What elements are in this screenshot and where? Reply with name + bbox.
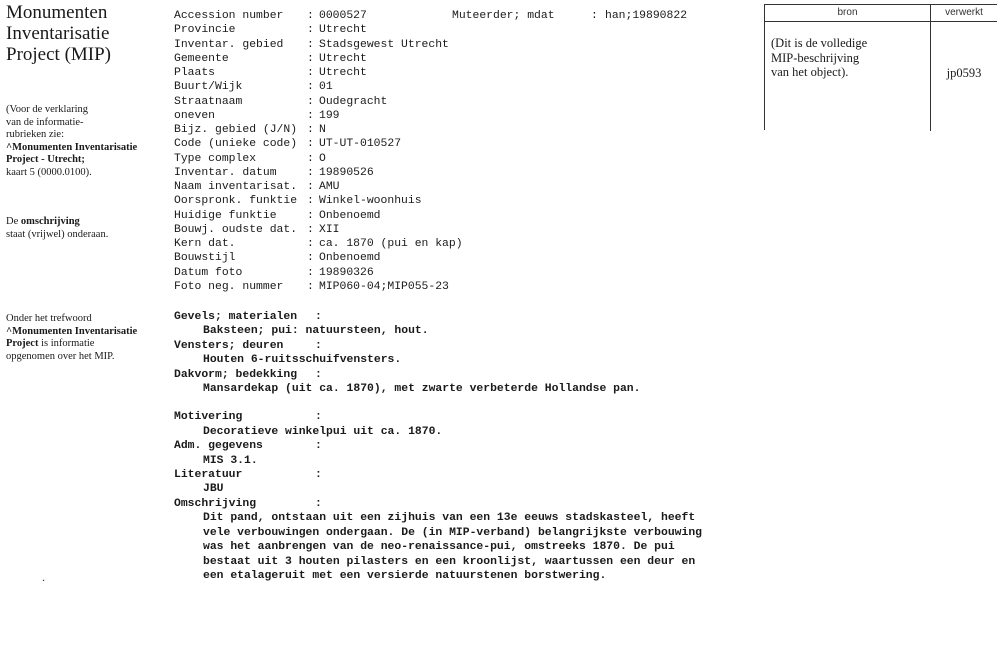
field-label: Straatnaam (174, 95, 243, 108)
section-colon: : (315, 339, 322, 352)
field-label: oneven (174, 109, 216, 122)
field-label: Inventar. gebied (174, 38, 284, 51)
bron-header: bron (765, 5, 931, 21)
field-colon: : (307, 124, 314, 136)
section-colon: : (315, 440, 322, 453)
field-colon: : (307, 24, 314, 37)
note-line: van de informatie- (6, 116, 84, 128)
section-label: Omschrijving (174, 497, 257, 510)
field-label: Type complex (174, 152, 257, 165)
section-heading (174, 310, 774, 324)
bron-cell (765, 22, 931, 131)
field-colon: : (307, 138, 314, 151)
field-row (174, 280, 463, 294)
field-value: 19890526 (319, 166, 374, 179)
field-label: Huidige funktie (174, 209, 277, 222)
field-row (174, 223, 463, 237)
field-colon: : (307, 95, 314, 108)
field-value: XII (319, 223, 340, 236)
field-row (174, 23, 463, 37)
section-colon: : (315, 368, 322, 381)
field-value: Oudegracht (319, 95, 388, 108)
field-row (174, 166, 463, 180)
section-heading (174, 439, 774, 453)
source-table (764, 4, 997, 130)
field-row (174, 109, 463, 123)
field-colon: : (307, 109, 314, 122)
field-row (174, 251, 463, 265)
note-line: Onder het trefwoord (6, 313, 92, 324)
field-label: Bouwstijl (174, 252, 236, 265)
field-colon: : (307, 67, 314, 79)
field-row (174, 66, 463, 80)
field-row (174, 194, 463, 208)
field-label: Code (unieke code) (174, 138, 298, 151)
field-row (174, 9, 463, 23)
field-value: Winkel-woonhuis (319, 195, 422, 208)
field-value: 19890326 (319, 266, 374, 279)
field-colon: : (591, 10, 598, 22)
description-sections (174, 310, 774, 583)
field-label: Naam inventarisat. (174, 181, 298, 193)
field-colon: : (307, 10, 314, 22)
field-row (174, 180, 463, 194)
field-label: Accession number (174, 10, 284, 22)
record-fields (174, 9, 463, 294)
field-colon: : (307, 181, 314, 193)
source-table-header (765, 5, 997, 22)
field-value: Utrecht (319, 67, 367, 79)
field-label: Gemeente (174, 52, 229, 65)
field-colon: : (307, 266, 314, 279)
field-row (174, 152, 463, 166)
note-text-bold: Project (6, 338, 39, 349)
section-text: Dit pand, ontstaan uit een zijhuis van een 13e eeuws stadskasteel, heeft (203, 512, 696, 525)
field-row (174, 38, 463, 52)
section-heading (174, 339, 774, 353)
section-label: Gevels; materialen (174, 311, 298, 323)
field-value: 199 (319, 109, 340, 122)
title-line: Monumenten (6, 2, 108, 23)
note-line: kaart 5 (0000.0100). (6, 166, 92, 178)
field-value: N (319, 124, 326, 136)
bron-line: van het object). (771, 65, 849, 79)
field-colon: : (307, 152, 314, 165)
verwerkt-header: verwerkt (945, 7, 983, 18)
section-text: Baksteen; pui: natuursteen, hout. (203, 325, 429, 338)
note-line-bold: ^Monumenten Inventarisatie (6, 325, 138, 337)
field-value: han;19890822 (605, 10, 688, 22)
field-label: Bouwj. oudste dat. (174, 223, 298, 236)
section-label: Dakvorm; bedekking (174, 368, 298, 381)
field-value: ca. 1870 (pui en kap) (319, 238, 463, 250)
section-colon: : (315, 469, 322, 482)
field-label: Plaats (174, 67, 216, 79)
mutator-field (452, 9, 687, 23)
field-row (174, 209, 463, 223)
field-colon: : (307, 81, 314, 94)
field-row (174, 237, 463, 251)
section-heading (174, 468, 774, 482)
section-heading (174, 368, 774, 382)
section-label: Adm. gegevens (174, 440, 263, 453)
verwerkt-cell: jp0593 (946, 66, 982, 80)
field-colon: : (307, 52, 314, 65)
field-row (174, 123, 463, 137)
field-value: AMU (319, 181, 340, 193)
note-line: (Voor de verklaring (6, 104, 89, 115)
field-row (174, 266, 463, 280)
section-text: vele verbouwingen ondergaan. De (in MIP-verband) belangrijkste verbouwing (203, 526, 702, 539)
source-table-body (765, 22, 997, 131)
stray-dot: . (42, 570, 45, 584)
section-heading (174, 410, 774, 424)
title-line: Inventarisatie (6, 23, 110, 44)
section-gap (174, 396, 774, 410)
section-text: MIS 3.1. (203, 454, 258, 467)
section-text: was het aanbrengen van de neo-renaissance-pui, omstreeks 1870. De pui (203, 541, 675, 554)
note-line: opgenomen over het MIP. (6, 350, 115, 362)
section-text: bestaat uit 3 houten pilasters en een kroonlijst, waartussen een deur en (203, 555, 696, 568)
section-text: Decoratieve winkelpui uit ca. 1870. (203, 425, 443, 438)
field-value: Utrecht (319, 52, 367, 65)
field-label: Oorspronk. funktie (174, 195, 298, 208)
note-text: De (6, 216, 21, 227)
field-colon: : (307, 195, 314, 208)
field-row (174, 80, 463, 94)
field-label: Foto neg. nummer (174, 280, 284, 293)
field-value: MIP060-04;MIP055-23 (319, 280, 449, 293)
note-line: rubrieken zie: (6, 129, 65, 140)
section-text: Mansardekap (uit ca. 1870), met zwarte verbeterde Hollandse pan. (203, 383, 641, 396)
field-label: Buurt/Wijk (174, 81, 243, 94)
section-text: JBU (203, 483, 224, 496)
section-text: een etalageruit met een versierde natuurstenen borstwering. (203, 569, 607, 582)
field-colon: : (307, 38, 314, 51)
field-value: O (319, 152, 326, 165)
field-label: Bijz. gebied (J/N) (174, 124, 298, 136)
field-value: UT-UT-010527 (319, 138, 402, 151)
field-label: Muteerder; mdat (452, 10, 555, 22)
field-colon: : (307, 280, 314, 293)
section-colon: : (315, 311, 322, 323)
field-label: Datum foto (174, 266, 243, 279)
field-row (174, 52, 463, 66)
note-omschrijving (6, 216, 166, 241)
field-value: Onbenoemd (319, 209, 381, 222)
section-label: Motivering (174, 411, 243, 424)
field-value: Utrecht (319, 24, 367, 37)
field-label: Provincie (174, 24, 236, 37)
field-colon: : (307, 238, 314, 250)
title-line: Project (MIP) (6, 44, 112, 65)
note-text: is informatie (38, 338, 95, 349)
field-label: Kern dat. (174, 238, 236, 250)
note-line-bold: ^Monumenten Inventarisatie (6, 141, 138, 153)
bron-line: (Dit is de volledige (771, 36, 868, 50)
note-verklaring (6, 104, 166, 179)
section-label: Literatuur (174, 469, 243, 482)
section-label: Vensters; deuren (174, 339, 284, 352)
section-colon: : (315, 497, 322, 510)
field-value: 01 (319, 81, 333, 94)
field-colon: : (307, 252, 314, 265)
field-value: 0000527 (319, 10, 367, 22)
note-line-bold: Project - Utrecht; (6, 154, 85, 165)
note-trefwoord (6, 313, 166, 363)
section-colon: : (315, 411, 322, 424)
section-text: Houten 6-ruitsschuifvensters. (203, 354, 402, 367)
document-title (6, 2, 156, 65)
note-line: staat (vrijwel) onderaan. (6, 228, 109, 240)
field-colon: : (307, 209, 314, 222)
field-colon: : (307, 166, 314, 179)
field-value: Stadsgewest Utrecht (319, 38, 449, 51)
field-row (174, 95, 463, 109)
note-text-bold: omschrijving (20, 216, 80, 227)
bron-line: MIP-beschrijving (771, 50, 860, 65)
field-value: Onbenoemd (319, 252, 381, 265)
field-row (174, 137, 463, 151)
section-heading (174, 497, 774, 511)
field-colon: : (307, 223, 314, 236)
field-label: Inventar. datum (174, 166, 277, 179)
